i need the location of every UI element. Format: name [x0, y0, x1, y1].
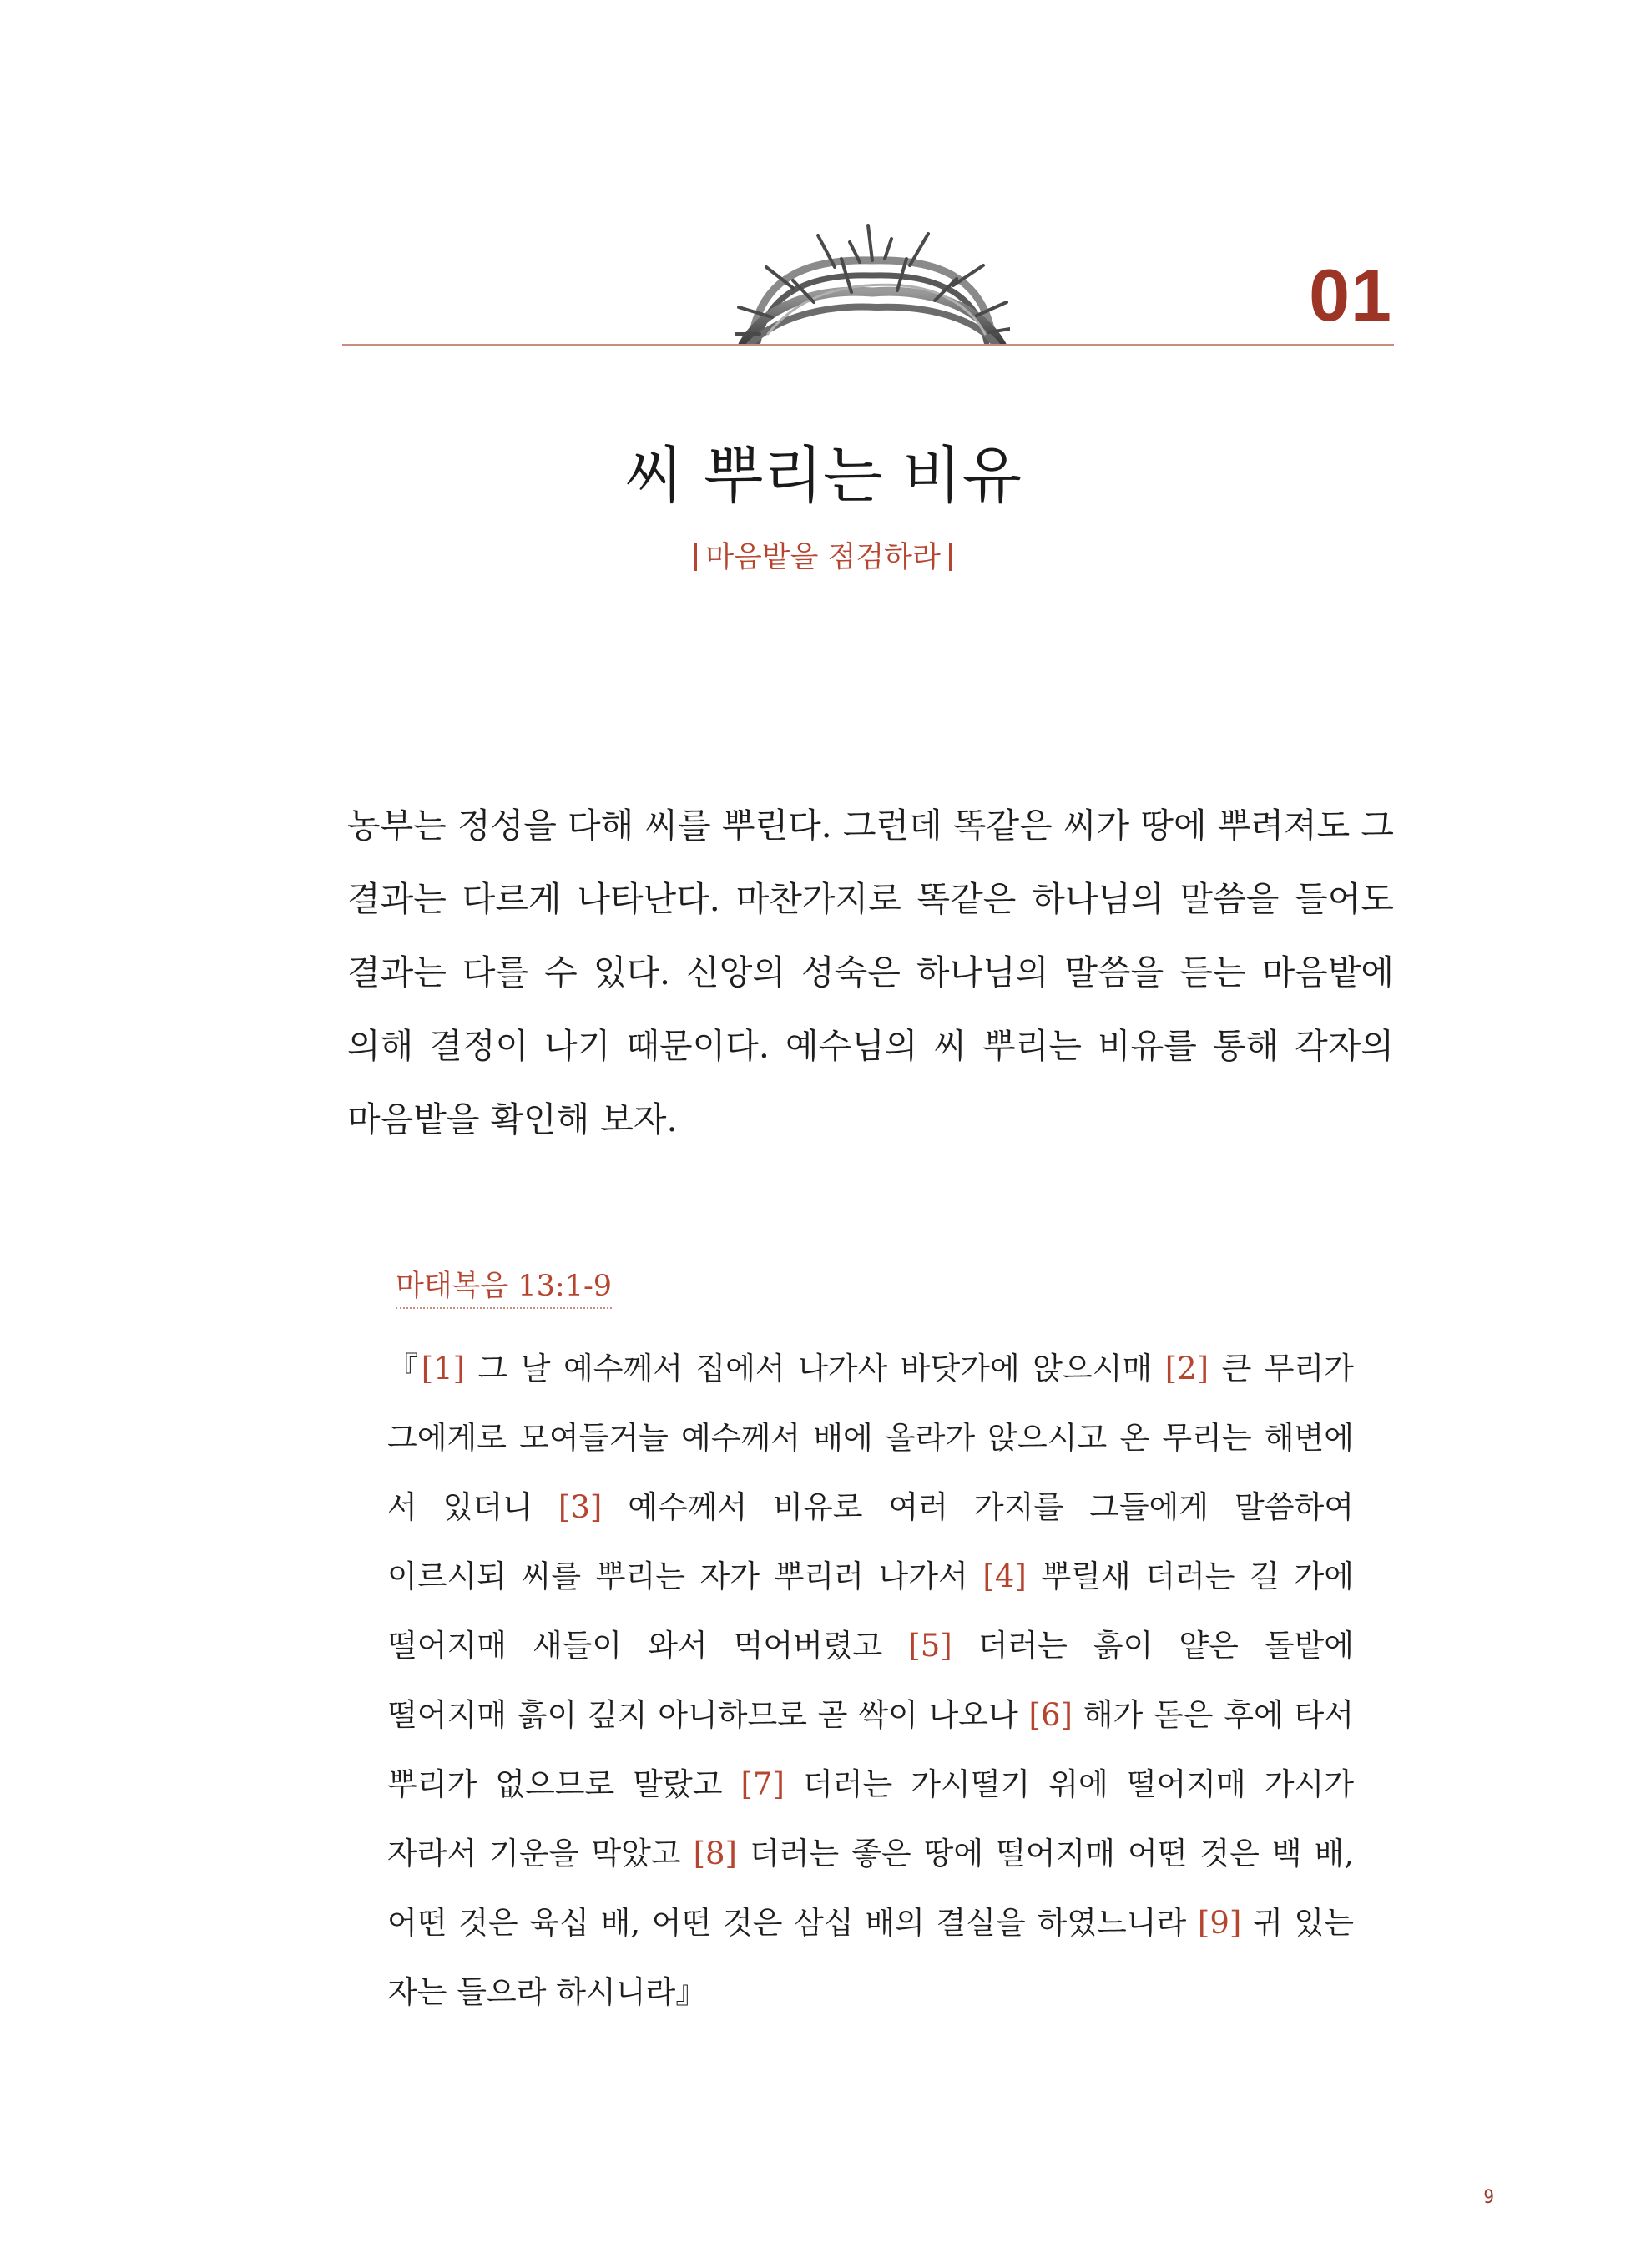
- verse-text: 예수께서 비유로 여러 가지를 그들에게 말씀하여 이르시되 씨를 뿌리는 자가 뿌리러 나가서: [387, 1489, 1354, 1594]
- crown-of-thorns-icon: [735, 209, 1010, 346]
- verse-number: [8]: [693, 1836, 737, 1871]
- chapter-subtitle: [0, 534, 1646, 576]
- verse-number: [7]: [740, 1766, 785, 1802]
- verse-number: [4]: [982, 1558, 1027, 1594]
- verse-number: [3]: [558, 1489, 603, 1525]
- scripture-passage: [387, 1334, 1354, 2027]
- scripture-reference: 마태복음 13:1-9: [396, 1269, 612, 1309]
- verse-text: 그 날 예수께서 집에서 나가사 바닷가에 앉으시매: [477, 1351, 1153, 1387]
- intro-paragraph: 농부는 정성을 다해 씨를 뿌린다. 그런데 똑같은 씨가 땅에 뿌려져도 그 결과는 다르게 나타난다. 마찬가지로 똑같은 하나님의 말씀을 들어도 결과는 다를 수 있다. 신앙의 성숙은 하나님의 말씀을 듣는 마음밭에 의해 결정이 나기 때문이다. 예수님의 씨 뿌리는 비유를 통해 각자의 마음밭을 확인해 보자.: [347, 806, 1394, 1139]
- chapter-header: [342, 209, 1394, 346]
- passage-open-mark: 『: [387, 1351, 422, 1387]
- subtitle-right-bar: [949, 543, 952, 571]
- verse-text: 더러는 좋은 땅에 떨어지매 어떤 것은 백 배, 어떤 것은 육십 배, 어떤 것은 삼십 배의 결실을 하였느니라: [387, 1836, 1355, 1941]
- verse-number: [2]: [1164, 1351, 1209, 1387]
- verse-text: 더러는 흙이 얕은 돌밭에 떨어지매 흙이 깊지 아니하므로 곧 싹이 나오나: [387, 1628, 1355, 1733]
- verse-text: 큰 무리가 그에게로 모여들거늘 예수께서 배에 올라가 앉으시고 온 무리는 해변에 서 있더니: [387, 1351, 1355, 1525]
- verse-text: 해가 돋은 후에 타서 뿌리가 없으므로 말랐고: [387, 1697, 1354, 1802]
- subtitle-text: 마음밭을 점검하라: [705, 541, 941, 574]
- page-number: 9: [1483, 2187, 1494, 2208]
- header-divider: [342, 344, 1394, 346]
- verse-number: [5]: [908, 1628, 952, 1664]
- chapter-number: 01: [1309, 254, 1392, 336]
- verse-text: 더러는 가시떨기 위에 떨어지매 가시가 자라서 기운을 막았고: [387, 1766, 1355, 1871]
- chapter-title: 씨 뿌리는 비유: [624, 440, 1022, 512]
- subtitle-left-bar: [694, 543, 697, 571]
- verse-text: 뿌릴새 더러는 길 가에 떨어지매 새들이 와서 먹어버렸고: [387, 1558, 1355, 1664]
- passage-close-mark: 』: [675, 1974, 707, 2010]
- verse-text: 귀 있는 자는 들으라 하시니라: [387, 1905, 1354, 2010]
- verse-number: [6]: [1028, 1697, 1073, 1733]
- verse-number: [1]: [421, 1351, 466, 1387]
- verse-number: [9]: [1197, 1905, 1242, 1941]
